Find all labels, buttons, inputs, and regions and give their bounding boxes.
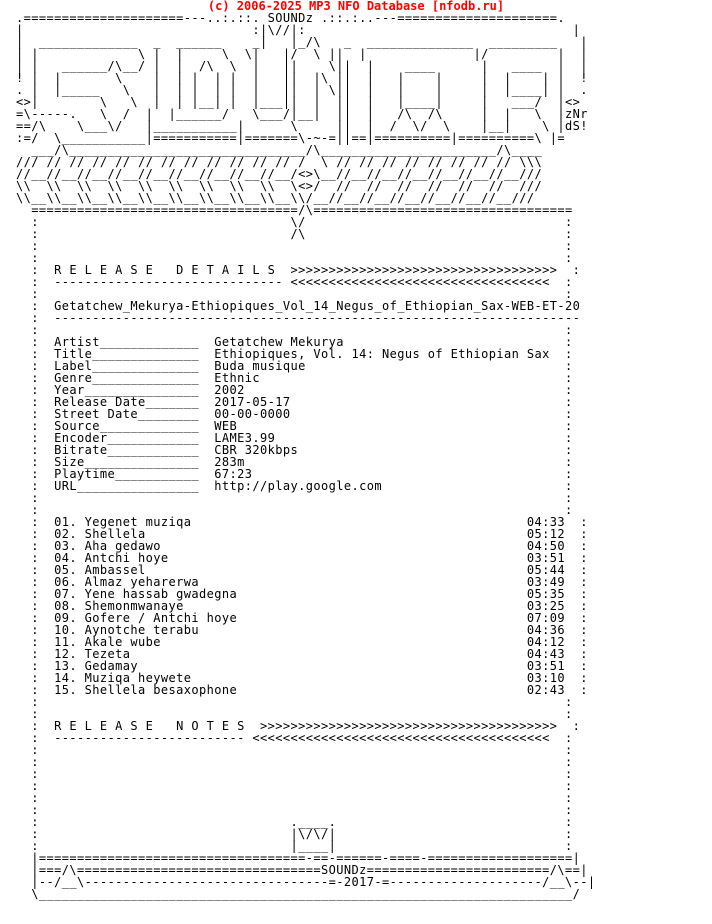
nfo-text-block: .=====================---..:.::. SOUNDz .::.:..---=====================. | :|\//|: | | _____________ _ ______ _| |_/\ _ ______________ _________ | | | \ | | \ \| |/ \ || | |/ | | | | ______/\__/ | | /\ \ | || \|| | ____ | ____ | | ! | | \ | | | | | | || |\ || | | | | | | | ! . | |_____ \ | | | | | | || | \|| | | | | |____| | . <>| \ \ | | |__| | |___|| | || | |____| | ___/ |<> =\-----. \ / | |______/ \___/|__| || | /\ /\ | | \ |zNr ==/\ \___\/ |___________| \ || | / \/ \ |__| \ |dS! :=/ \___________|===========|=======\-~-=||==|==========|==========\ |= ___/\_______________________________/\_______________________/\____ /// // // // // // // // // // // // / \ // // // // // // // // \\\ //__//__//__//__//__//__//__//__//__/<>\__//__//__//__//__//__//__/// \\ \\ \\ \\ \\ \\ \\ \\ \\ \<>/ // // // // // // /// \\__\\__\\__\\__\\__\\__\\__\\__\\__\\/__//__//__//__//__//__//__/// ===================================/\================================== : \/ : : /\ : : : : : : R E L E A S E D E T A I L S >>>>>>>>>>>>>>>>>>>>>>>>>>>>>>>>>>> : : ------------------------------ <<<<<<<<<<<<<<<<<<<<<<<<<<<<<<<<<< : : : : Getatchew_Mekurya-Ethiopiques_Vol_14_Negus_of_Ethiopian_Sax-WEB-ET-20 : --------------------------------------------------------------------- : : : Artist_____________ Getatchew Mekurya : : Title______________ Ethiopiques, Vol. 14: Negus of Ethiopian Sax : : Label______________ Buda musique : : Genre______________ Ethnic : : Year_______________ 2002 : : Release Date_______ 2017-05-17 : : Street Date________ 00-00-0000 : : Source_____________ WEB : : Encoder____________ LAME3.99 : : Bitrate____________ CBR 320kbps : : Size_______________ 283m : : Playtime___________ 67:23 : : URL________________ http://play.google.com : : : : : : 01. Yegenet muziqa 04:33 : : 02. Shellela 05:12 : : 03. Aha gedawo 04:50 : : 04. Antchi hoye 03:51 : : 05. Ambassel 05:44 : : 06. Almaz yeharerwa 03:49 : : 07. Yene hassab gwadegna 05:35 : : 08. Shemonmwanaye 03:25 : : 09. Gofere / Antchi hoye 07:09 : : 10. Aynotche terabu 04:36 : : 11. Akale wube 04:12 : : 12. Tezeta 04:43 : : 13. Gedamay 03:51 : : 14. Muziqa heywete 03:10 : : 15. Shellela besaxophone 02:43 : : : : : : R E L E A S E N O T E S >>>>>>>>>>>>>>>>>>>>>>>>>>>>>>>>>>>>>>> : : ------------------------- <<<<<<<<<<<<<<<<<<<<<<<<<<<<<<<<<<<<<<< : : : : : : : : : : : : : : .____. : : |\/\/| : : |____| : |===================================-==-======-====-===================| |===/\================================SOUNDz========================/\==| |--/__\--------------------------------=-2017-=--------------------/__\--| \______________________________________________________________________/ — [16, 11, 596, 901]
page-title: (c) 2006-2025 MP3 NFO Database [nfodb.ru] — [207, 0, 505, 13]
